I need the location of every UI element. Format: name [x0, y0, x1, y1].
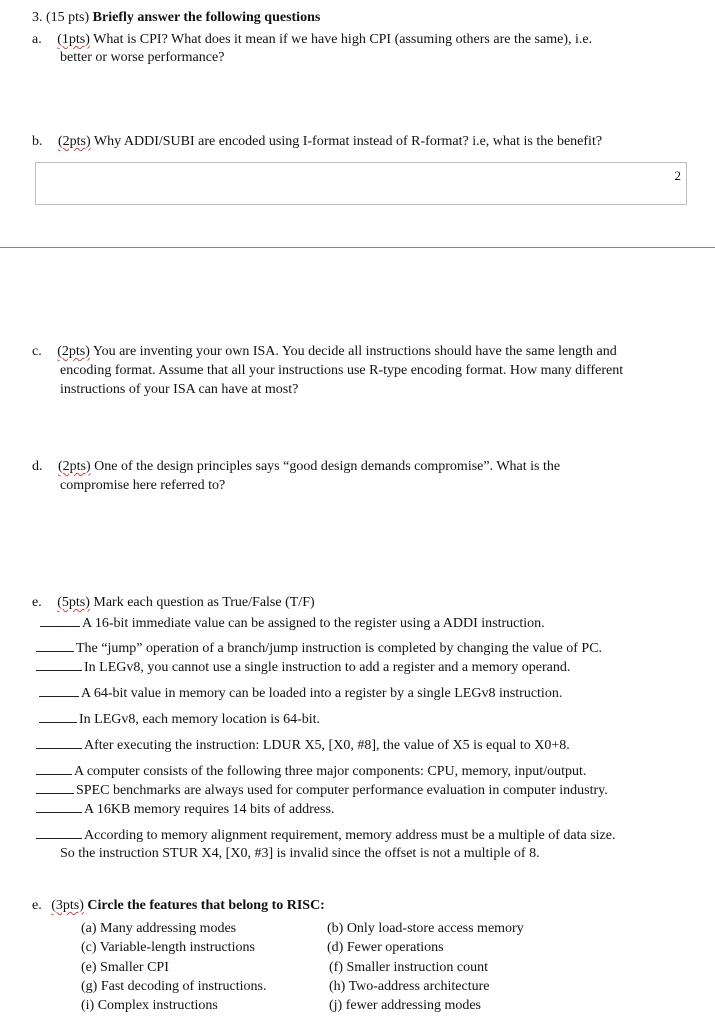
part-c-points: (2pts)	[57, 344, 90, 359]
part-a	[32, 31, 592, 48]
part-b-points: (2pts)	[58, 134, 91, 149]
risc-option[interactable]: (i) Complex instructions	[81, 998, 218, 1013]
tf-statement: The “jump” operation of a branch/jump instruction is completed by changing the value of PC.	[76, 641, 603, 656]
risc-option[interactable]: (b) Only load-store access memory	[327, 921, 524, 936]
part-c-label: c.	[32, 344, 42, 359]
part-d-line1: One of the design principles says “good design demands compromise”. What is the	[94, 459, 561, 474]
part-a-line2: better or worse performance?	[60, 50, 225, 65]
answer-blank[interactable]	[36, 799, 82, 813]
part-e-risc-title: Circle the features that belong to RISC:	[87, 898, 325, 913]
tf-item	[36, 825, 615, 844]
tf-statement: A 16KB memory requires 14 bits of address.	[84, 802, 335, 817]
part-e-risc-label: e.	[32, 898, 42, 913]
page-number: 2	[674, 168, 681, 183]
risc-option[interactable]: (c) Variable-length instructions	[81, 940, 255, 955]
part-e-risc-points: (3pts)	[51, 898, 84, 913]
answer-blank[interactable]	[39, 683, 79, 697]
answer-blank[interactable]	[36, 657, 82, 671]
part-e-tf-title: Mark each question as True/False (T/F)	[93, 595, 315, 610]
tf-statement: A 16-bit immediate value can be assigned to the register using a ADDI instruction.	[82, 616, 545, 631]
answer-blank[interactable]	[36, 761, 72, 775]
risc-option[interactable]: (h) Two-address architecture	[329, 979, 490, 994]
tf-item	[39, 683, 562, 702]
tf-statement: A computer consists of the following three major components: CPU, memory, input/output.	[74, 764, 587, 779]
part-c-line2: encoding format. Assume that all your instructions use R-type encoding format. How many different	[60, 363, 624, 378]
tf-statement: According to memory alignment requirement, memory address must be a multiple of data size.	[84, 828, 616, 843]
tf-continuation: So the instruction STUR X4, [X0, #3] is invalid since the offset is not a multiple of 8.	[60, 846, 540, 861]
question-3-header	[32, 10, 320, 26]
tf-item	[36, 657, 570, 676]
tf-statement: In LEGv8, each memory location is 64-bit.	[79, 712, 321, 727]
part-a-points: (1pts)	[57, 32, 90, 47]
tf-item	[36, 638, 602, 657]
part-d-points: (2pts)	[58, 459, 91, 474]
answer-blank[interactable]	[40, 613, 80, 627]
tf-item	[36, 799, 334, 818]
answer-blank[interactable]	[36, 735, 82, 749]
risc-option[interactable]: (j) fewer addressing modes	[329, 998, 482, 1013]
answer-box[interactable]	[35, 162, 687, 205]
tf-statement: SPEC benchmarks are always used for computer performance evaluation in computer industry.	[76, 783, 608, 798]
part-b-text: Why ADDI/SUBI are encoded using I-format instead of R-format? i.e, what is the benefit?	[93, 134, 603, 149]
tf-item	[40, 613, 545, 632]
part-e-risc	[32, 897, 325, 914]
part-c-line1: You are inventing your own ISA. You decide all instructions should have the same length and	[92, 344, 617, 359]
tf-item	[39, 709, 320, 728]
part-b	[32, 133, 602, 150]
part-d-line2: compromise here referred to?	[60, 478, 226, 493]
answer-blank[interactable]	[36, 780, 74, 794]
tf-statement: After executing the instruction: LDUR X5, [X0, #8], the value of X5 is equal to X0+8.	[84, 738, 570, 753]
part-d	[32, 458, 560, 475]
risc-option[interactable]: (e) Smaller CPI	[81, 960, 169, 975]
part-a-label: a.	[32, 32, 42, 47]
part-c-line3: instructions of your ISA can have at most?	[60, 382, 299, 397]
part-c	[32, 343, 617, 360]
question-title: Briefly answer the following questions	[92, 10, 321, 25]
answer-blank[interactable]	[36, 638, 74, 652]
risc-option[interactable]: (g) Fast decoding of instructions.	[81, 979, 267, 994]
answer-blank[interactable]	[36, 825, 82, 839]
part-e-tf-label: e.	[32, 595, 42, 610]
tf-statement: A 64-bit value in memory can be loaded into a register by a single LEGv8 instruction.	[81, 686, 563, 701]
question-points: (15 pts)	[46, 10, 90, 25]
part-e-tf-points: (5pts)	[57, 595, 90, 610]
tf-item	[36, 761, 586, 780]
page-divider	[0, 247, 715, 248]
tf-item	[36, 735, 570, 754]
risc-option[interactable]: (d) Fewer operations	[327, 940, 444, 955]
part-b-label: b.	[32, 134, 43, 149]
part-e-tf	[32, 594, 315, 611]
risc-option[interactable]: (a) Many addressing modes	[81, 921, 237, 936]
risc-option[interactable]: (f) Smaller instruction count	[329, 960, 489, 975]
tf-item	[36, 780, 608, 799]
part-d-label: d.	[32, 459, 43, 474]
part-a-line1: What is CPI? What does it mean if we have high CPI (assuming others are the same), i.e.	[93, 32, 593, 47]
question-number: 3.	[32, 10, 43, 25]
answer-blank[interactable]	[39, 709, 77, 723]
tf-statement: In LEGv8, you cannot use a single instruction to add a register and a memory operand.	[84, 660, 571, 675]
